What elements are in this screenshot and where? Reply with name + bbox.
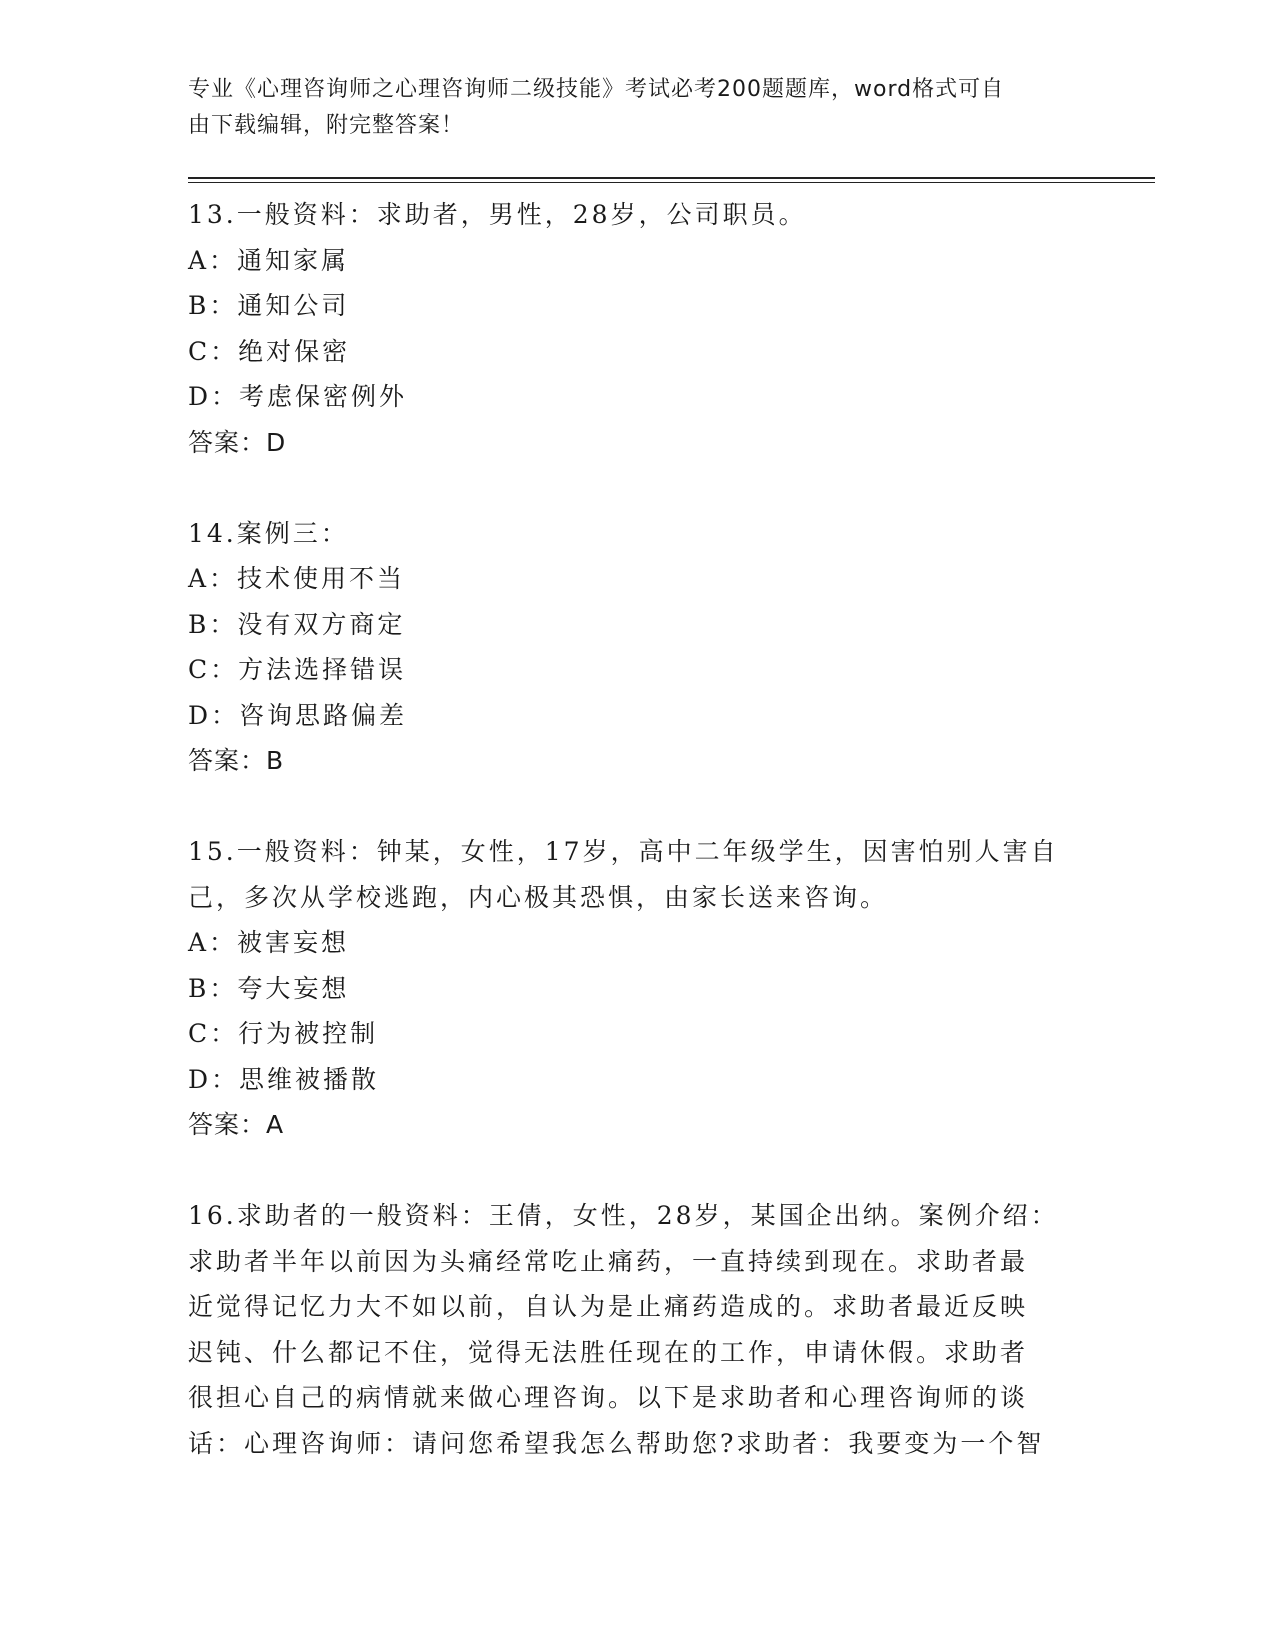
option-c: C：方法选择错误	[188, 655, 407, 684]
option-d: D：考虑保密例外	[188, 382, 408, 411]
spacer	[188, 1148, 1088, 1194]
question-14	[188, 511, 1088, 784]
option-c: C：行为被控制	[188, 1019, 379, 1048]
question-stem: 14.案例三：	[188, 518, 349, 548]
answer-line: 答案：B	[188, 746, 285, 775]
spacer	[188, 784, 1088, 830]
document-header	[188, 72, 1068, 144]
option-d: D：咨询思路偏差	[188, 700, 408, 730]
spacer	[188, 465, 1088, 511]
option-a: A：技术使用不当	[188, 564, 406, 593]
option-a: A：被害妄想	[188, 928, 350, 957]
question-stem-line-3: 近觉得记忆力大不如以前，自认为是止痛药造成的。求助者最近反映	[188, 1292, 1029, 1321]
option-b: B：夸大妄想	[188, 973, 350, 1003]
option-c: C：绝对保密	[188, 336, 351, 366]
question-stem-line-4: 迟钝、什么都记不住，觉得无法胜任现在的工作，申请休假。求助者	[188, 1337, 1029, 1367]
question-stem-line-1: 16.求助者的一般资料：王倩，女性，28岁，某国企出纳。案例介绍：	[188, 1201, 1059, 1230]
answer-line: 答案：A	[188, 1110, 285, 1139]
question-stem-line-2: 求助者半年以前因为头痛经常吃止痛药，一直持续到现在。求助者最	[188, 1246, 1029, 1276]
question-stem-line-6: 话：心理咨询师：请问您希望我怎么帮助您?求助者：我要变为一个智	[188, 1428, 1045, 1458]
header-rule-thin	[188, 182, 1155, 183]
option-b: B：没有双方商定	[188, 609, 406, 639]
header-line-1: 专业《心理咨询师之心理咨询师二级技能》考试必考200题题库，word格式可自	[188, 77, 1005, 102]
question-16	[188, 1193, 1088, 1466]
header-rule-thick	[188, 177, 1155, 179]
question-stem: 13.一般资料：求助者，男性，28岁，公司职员。	[188, 200, 807, 229]
question-stem-line-2: 己，多次从学校逃跑，内心极其恐惧，由家长送来咨询。	[188, 882, 889, 912]
question-stem-line-1: 15.一般资料：钟某，女性，17岁，高中二年级学生，因害怕别人害自	[188, 837, 1059, 866]
question-list	[188, 192, 1088, 1466]
header-line-2: 由下载编辑，附完整答案！	[188, 113, 465, 138]
question-13	[188, 192, 1088, 465]
option-a: A：通知家属	[188, 245, 350, 275]
option-b: B：通知公司	[188, 291, 350, 320]
answer-line: 答案：D	[188, 427, 287, 457]
option-d: D：思维被播散	[188, 1064, 380, 1094]
question-15	[188, 829, 1088, 1148]
question-stem-line-5: 很担心自己的病情就来做心理咨询。以下是求助者和心理咨询师的谈	[188, 1383, 1029, 1412]
